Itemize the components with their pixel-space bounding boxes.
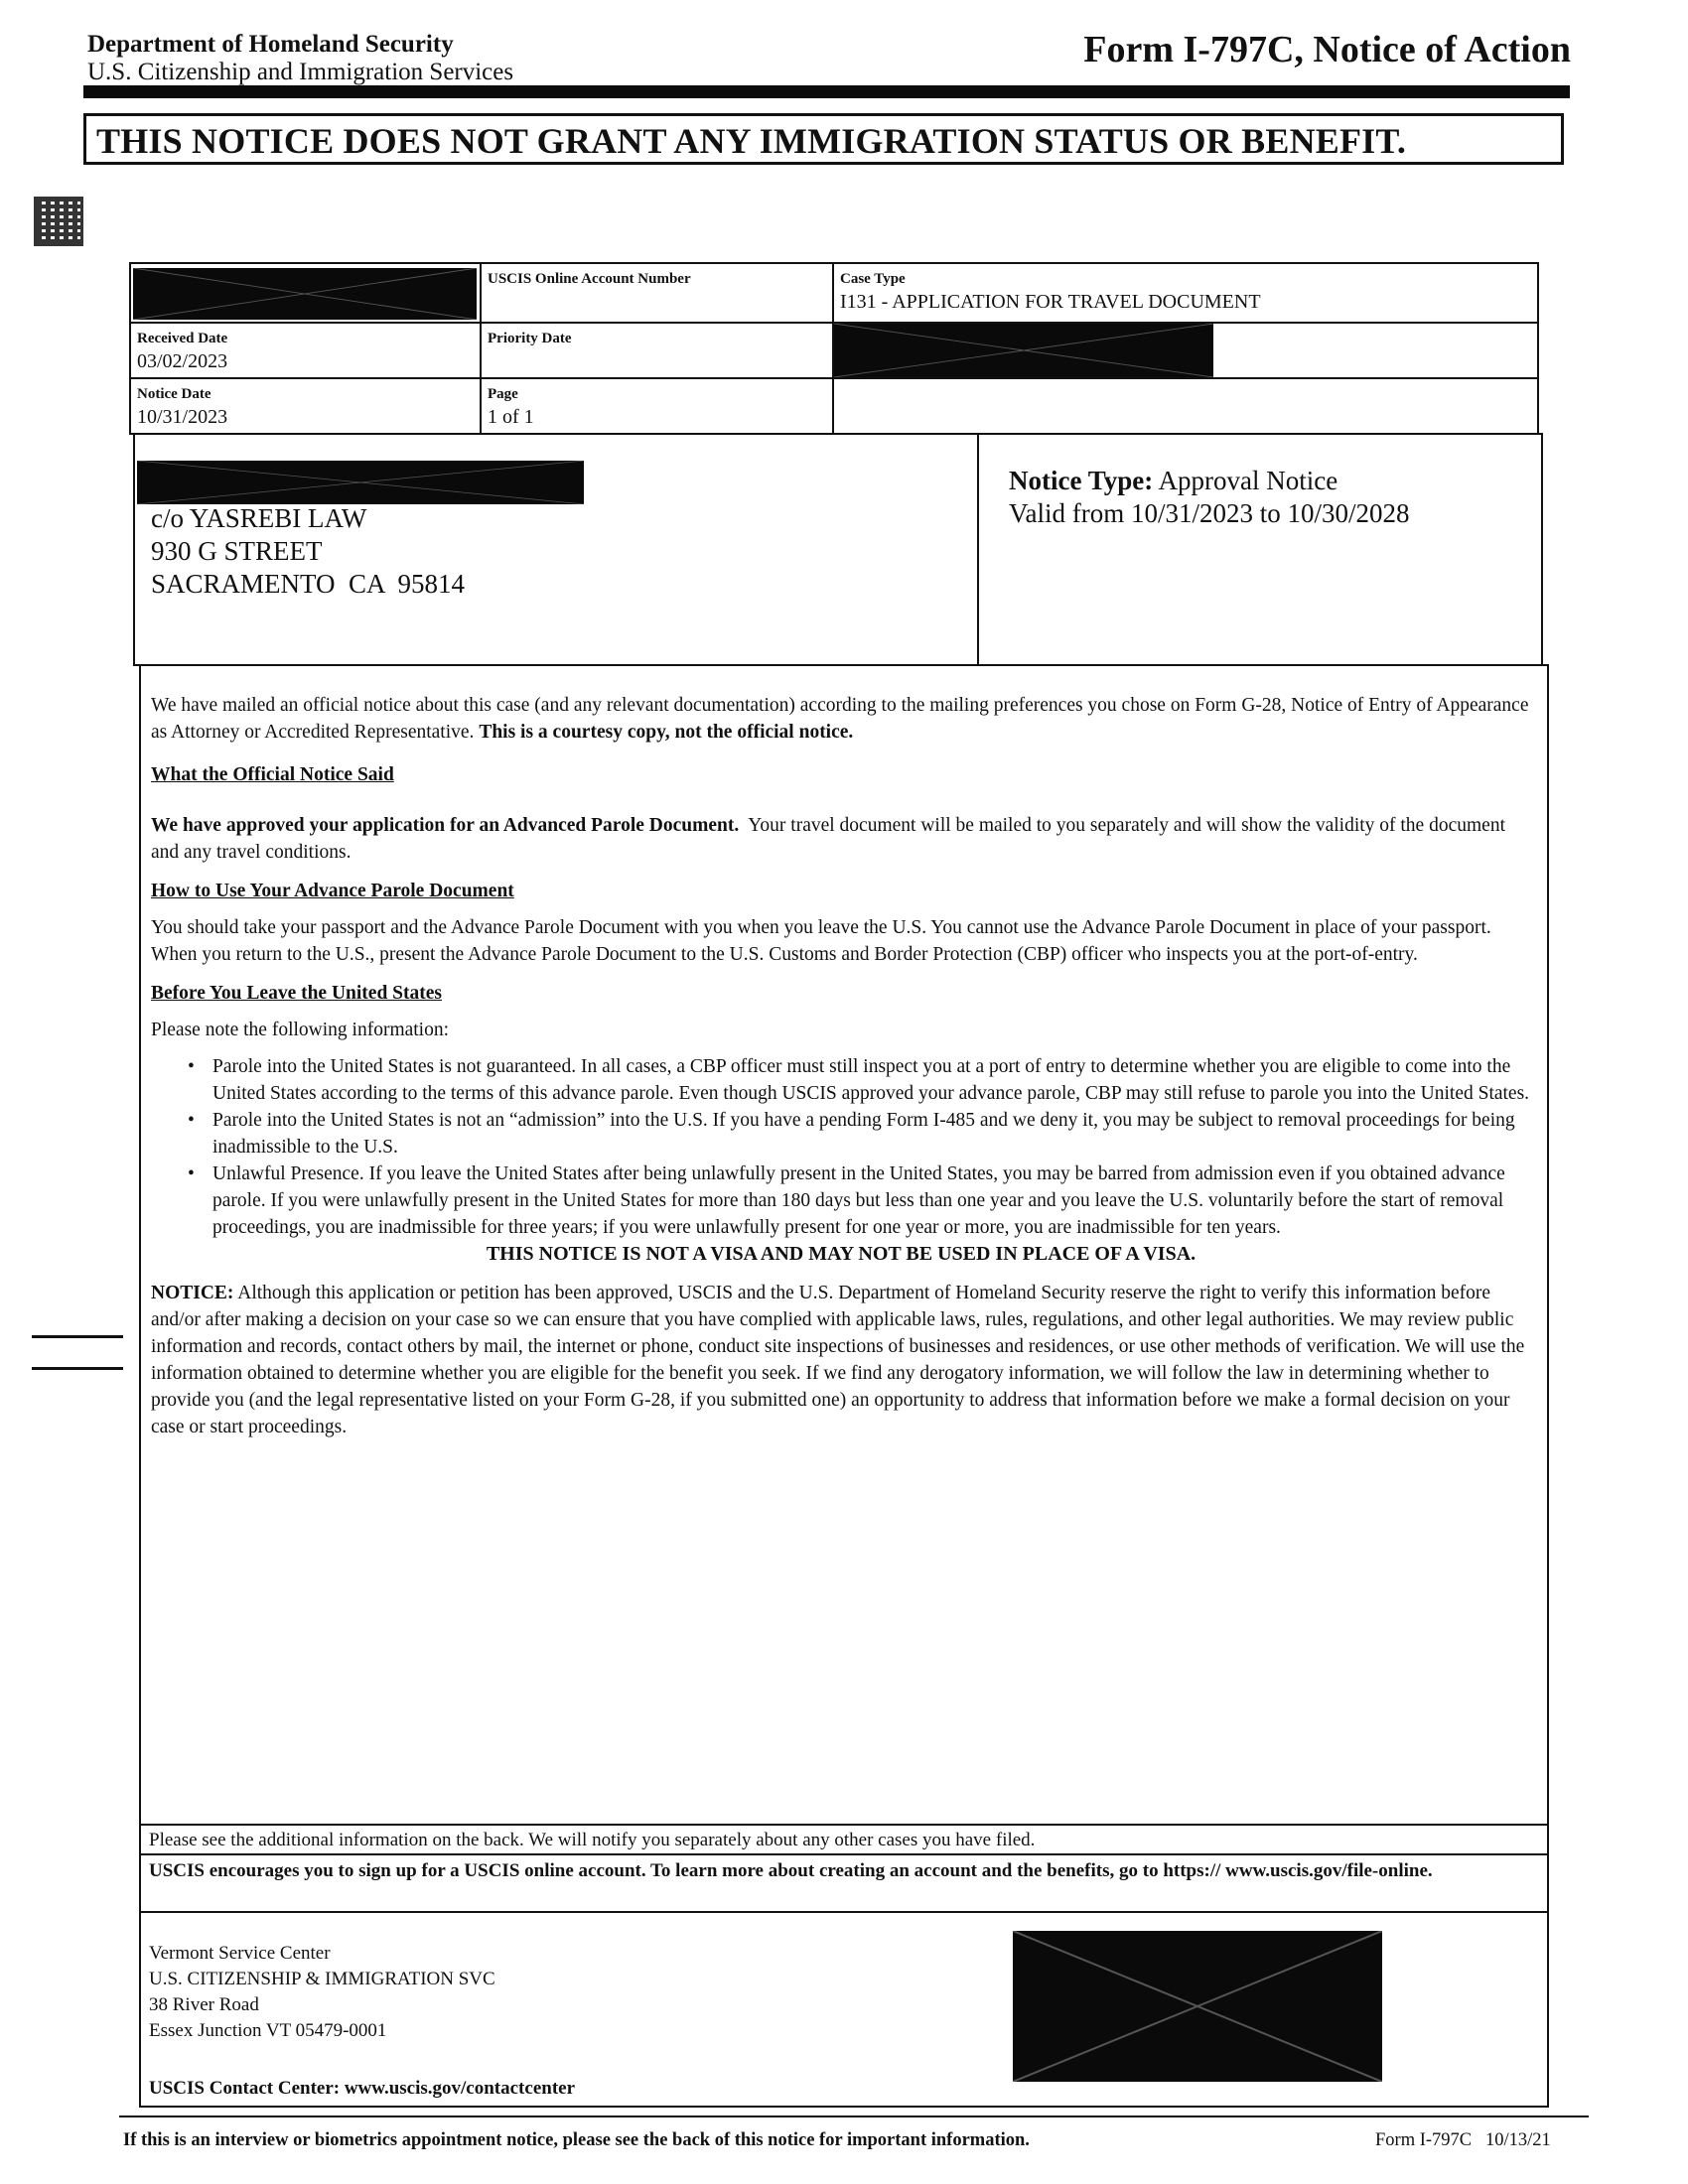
received-date-label: Received Date xyxy=(137,331,228,346)
service-center-line: U.S. CITIZENSHIP & IMMIGRATION SVC xyxy=(149,1969,495,1989)
notice-type xyxy=(1009,465,1409,530)
please-note-line: Please note the following information: xyxy=(151,1020,450,1040)
redacted-receipt-cell xyxy=(129,262,482,324)
case-type-value: I131 - APPLICATION FOR TRAVEL DOCUMENT xyxy=(840,291,1261,313)
list-item: • Parole into the United States is not an “admission” into the U.S. If you have a pending Form I-485 and we deny it, you may be subject to removal proceedings for being inadmissible to the U.S. xyxy=(151,1107,1531,1160)
care-of-line: c/o YASREBI LAW xyxy=(151,503,367,533)
approval-paragraph: We have approved your application for an Advanced Parole Document. Your travel document will be mailed to you separately and will show the validity of the document and any travel conditions. xyxy=(151,815,1505,863)
city-state-zip-line: SACRAMENTO CA 95814 xyxy=(151,569,466,599)
page-cell xyxy=(480,377,834,435)
intro-paragraph: We have mailed an official notice about this case (and any relevant documentation) according to the mailing preferences you chose on Form G-28, Notice of Entry of Appearance as Attorney or Accredited Representative. This is a courtesy copy, not the official notice. xyxy=(151,695,1529,743)
redaction-block xyxy=(133,268,477,320)
agency-name: U.S. Citizenship and Immigration Services xyxy=(87,59,514,85)
travel-warnings-list xyxy=(151,1053,1531,1241)
how-to-use-paragraph: You should take your passport and the Advance Parole Document with you when you leave the U.S. You cannot use the Advance Parole Document in place of your passport. When you return to the U.S., present the Advance Parole Document to the U.S. Customs and Border Protection (CBP) officer who inspects you at the port-of-entry. xyxy=(151,917,1491,965)
verification-notice: NOTICE: Although this application or petition has been approved, USCIS and the U.S. Department of Homeland Security reserve the right to verify this information before and/or after making a decision on your case so we can ensure that you have complied with applicable laws, rules, regulations, and other legal authorities. We may review public information and records, contact others by mail, the internet or phone, conduct site inspections of businesses and residences, or use other methods of verification. We will use the information obtained to determine whether you are eligible for the benefit you seek. If we find any derogatory information, we will follow the law in determining whether to provide you (and the legal representative listed on your Form G-28, if you submitted one) an opportunity to address that information before we make a formal decision on your case or start proceedings. xyxy=(151,1283,1525,1437)
page-value: 1 of 1 xyxy=(488,406,534,428)
header-rule xyxy=(83,85,1570,98)
barcode-icon xyxy=(34,197,83,246)
redaction-block xyxy=(137,461,584,504)
service-center-street: 38 River Road xyxy=(149,1994,259,2015)
additional-info-text: Please see the additional information on the back. We will notify you separately about any other cases you have filed. xyxy=(149,1830,1036,1850)
heading-before-you-leave: Before You Leave the United States xyxy=(151,983,443,1004)
footer-rule xyxy=(119,2116,1589,2117)
case-type-cell xyxy=(832,262,1539,324)
service-center-city: Essex Junction VT 05479-0001 xyxy=(149,2020,387,2041)
notice-type-label: Notice Type: xyxy=(1009,466,1154,495)
online-account-box xyxy=(139,1853,1549,1913)
not-a-visa-statement: THIS NOTICE IS NOT A VISA AND MAY NOT BE USED IN PLACE OF A VISA. xyxy=(486,1243,1196,1265)
validity-period: Valid from 10/31/2023 to 10/30/2028 xyxy=(1009,498,1410,528)
notice-date-value: 10/31/2023 xyxy=(137,406,228,428)
notice-date-cell xyxy=(129,377,482,435)
redaction-block xyxy=(834,324,1213,377)
address-box xyxy=(133,433,979,666)
redaction-block xyxy=(1013,1931,1382,2082)
form-id: Form I-797C 10/13/21 xyxy=(1375,2130,1551,2150)
case-type-label: Case Type xyxy=(840,271,906,287)
service-center-name: Vermont Service Center xyxy=(149,1943,331,1964)
contact-center-link[interactable]: USCIS Contact Center: www.uscis.gov/contactcenter xyxy=(149,2078,576,2099)
service-center-box xyxy=(139,1911,1549,2108)
page-label: Page xyxy=(488,386,518,402)
status-banner: THIS NOTICE DOES NOT GRANT ANY IMMIGRATION STATUS OR BENEFIT. xyxy=(83,113,1564,165)
margin-mark xyxy=(32,1367,123,1370)
online-account-cell xyxy=(480,262,834,324)
notice-date-label: Notice Date xyxy=(137,386,211,402)
redacted-id-cell xyxy=(832,322,1539,379)
notice-type-value: Approval Notice xyxy=(1158,466,1338,495)
online-account-text: USCIS encourages you to sign up for a USCIS online account. To learn more about creating an account and the benefits, go to https:// www.uscis.gov/file-online. xyxy=(149,1860,1433,1881)
form-title: Form I-797C, Notice of Action xyxy=(1083,29,1571,70)
mailing-address xyxy=(151,502,465,601)
notice-body xyxy=(151,692,1531,1440)
notice-type-box xyxy=(977,433,1543,666)
list-item: • Unlawful Presence. If you leave the United States after being unlawfully present in the United States, you may be barred from admission even if you obtained advance parole. If you were unlawfully present in the United States for more than 180 days but less than one year and you leave the U.S. voluntarily before the start of removal proceedings, you are inadmissible for three years; if you were unlawfully present for one year or more, you are inadmissible for ten years. xyxy=(151,1160,1531,1241)
empty-cell xyxy=(832,377,1539,435)
bottom-note: If this is an interview or biometrics appointment notice, please see the back of this notice for important information. xyxy=(123,2130,1030,2150)
list-item: • Parole into the United States is not guaranteed. In all cases, a CBP officer must still inspect you at a port of entry to determine whether you are eligible to come into the United States according to the terms of this advance parole. Even though USCIS approved your advance parole, CBP may still refuse to parole you into the United States. xyxy=(151,1053,1531,1107)
priority-date-cell xyxy=(480,322,834,379)
online-account-label: USCIS Online Account Number xyxy=(488,271,691,287)
street-line: 930 G STREET xyxy=(151,536,323,566)
received-date-cell xyxy=(129,322,482,379)
received-date-value: 03/02/2023 xyxy=(137,350,228,372)
heading-how-to-use: How to Use Your Advance Parole Document xyxy=(151,881,514,901)
heading-official-notice: What the Official Notice Said xyxy=(151,764,394,785)
service-center-address xyxy=(149,1941,495,2044)
additional-info-box xyxy=(139,1824,1549,1855)
department-name: Department of Homeland Security xyxy=(87,31,454,58)
notice-body-box xyxy=(139,664,1549,1826)
priority-date-label: Priority Date xyxy=(488,331,572,346)
margin-mark xyxy=(32,1335,123,1338)
